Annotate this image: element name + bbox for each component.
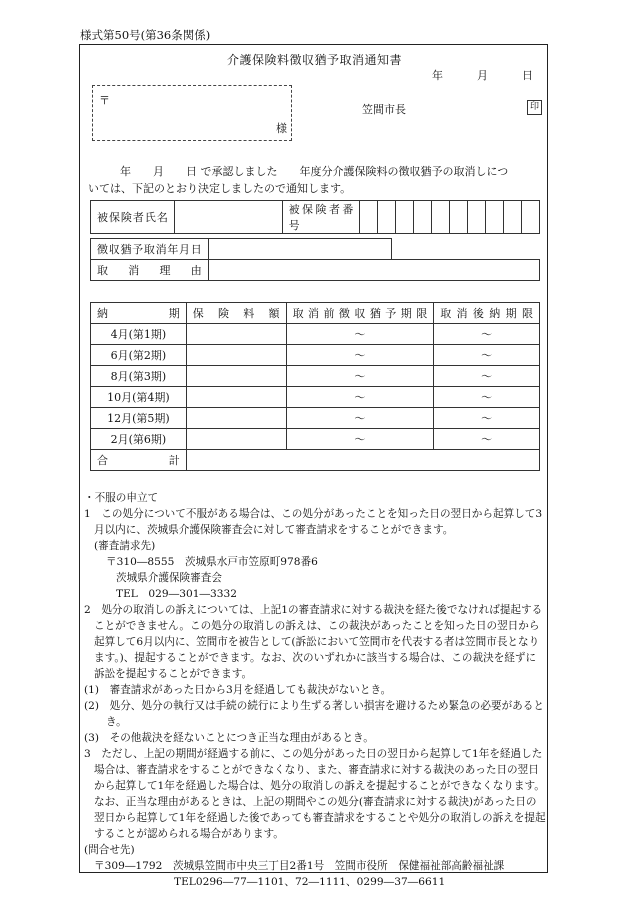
header-before-deadline: 取消前徴収猶予期限 [286,303,434,324]
note-item-2: 2 処分の取消しの訴えについては、上記1の審査請求に対する裁決を経た後でなければ提起することができません。この処分の取消しの訴えは、この裁決があったことを知った日の翌日から起算して6月以内に、笠間市を被告として(訴訟において笠間市を代表する者は笠間市長となります。)、提起することができます。なお、次のいずれかに該当する場合は、この裁決を経ずに訴訟を提起することができます。 [84,604,543,680]
contact-heading: (問合せ先) [84,844,135,856]
insured-number-digit[interactable] [432,201,450,234]
intro-line-2: いては、下記のとおり決定しましたので通知します。 [88,182,352,195]
table-row [91,324,540,345]
cancellation-table [90,238,540,281]
after-deadline-field[interactable]: ～ [434,366,540,387]
period-label: 8月(第3期) [91,366,187,387]
before-deadline-field[interactable]: ～ [286,366,434,387]
honorific: 様 [276,122,287,135]
insured-number-digit[interactable] [468,201,486,234]
insured-number-digit[interactable] [378,201,396,234]
after-deadline-field[interactable]: ～ [434,387,540,408]
table-row [91,429,540,450]
total-label: 合計 [91,450,187,471]
request-destination-org: 茨城県介護保険審査会 [116,572,222,584]
insured-table [90,200,540,234]
recipient-address-box[interactable] [92,85,292,141]
header-after-deadline: 取消後納期限 [434,303,540,324]
intro-line-1: 年 月 日 で承認しました 年度分介護保険料の徴収猶予の取消しにつ [120,165,509,178]
insured-name-label: 被保険者氏名 [91,201,175,234]
issue-date [398,67,533,83]
table-row [91,408,540,429]
schedule-table [90,302,540,471]
note-sub-1: (1) 審査請求があった日から3月を経過しても裁決がないとき。 [84,684,392,696]
date-month: 月 [477,69,488,82]
period-label: 10月(第4期) [91,387,187,408]
insured-number-digit[interactable] [414,201,432,234]
header-premium: 保険料額 [186,303,286,324]
cancel-reason-label: 取消理由 [91,260,209,281]
appeal-notes [84,490,546,890]
schedule-header-row [91,303,540,324]
note-sub-2: (2) 処分、処分の執行又は手続の続行により生ずる著しい損害を避けるため緊急の必要があるとき。 [84,700,544,728]
date-year: 年 [432,69,443,82]
total-row [91,450,540,471]
period-label: 12月(第5期) [91,408,187,429]
notice-form [79,44,548,888]
after-deadline-field[interactable]: ～ [434,324,540,345]
after-deadline-field[interactable]: ～ [434,408,540,429]
before-deadline-field[interactable]: ～ [286,429,434,450]
intro-text [88,163,543,197]
total-field[interactable] [186,450,539,471]
seal-mark: 印 [527,100,542,115]
note-item-1: 1 この処分について不服がある場合は、この処分があったことを知った日の翌日から起算して3月以内に、茨城県介護保険審査会に対して審査請求をすることができます。 [84,508,543,536]
insured-number-digit[interactable] [450,201,468,234]
postal-mark: 〒 [99,94,110,107]
blank-cell [392,239,540,260]
cancel-date-label: 徴収猶予取消年月日 [91,239,209,260]
premium-field[interactable] [186,387,286,408]
table-row [91,345,540,366]
premium-field[interactable] [186,429,286,450]
cancel-reason-field[interactable] [208,260,539,281]
before-deadline-field[interactable]: ～ [286,408,434,429]
premium-field[interactable] [186,345,286,366]
period-label: 2月(第6期) [91,429,187,450]
form-number: 様式第50号(第36条関係) [80,28,211,42]
request-destination-address: 〒310―8555 茨城県水戸市笠原町978番6 [106,556,318,568]
insured-number-digit[interactable] [486,201,504,234]
table-row [91,387,540,408]
header-due-period: 納期 [91,303,187,324]
insured-number-digit[interactable] [360,201,378,234]
notes-heading: ・不服の申立て [84,492,159,504]
after-deadline-field[interactable]: ～ [434,345,540,366]
insured-name-field[interactable] [174,201,282,234]
period-label: 6月(第2期) [91,345,187,366]
contact-address: 〒309―1792 茨城県笠間市中央三丁目2番1号 笠間市役所 保健福祉部高齢福祉課 [94,860,505,872]
note-sub-3: (3) その他裁決を経ないことにつき正当な理由があるとき。 [84,732,374,744]
contact-tel: TEL0296―77―1101、72―1111、0299―37―6611 [174,876,446,888]
insured-number-digit[interactable] [504,201,522,234]
cancel-date-field[interactable] [208,239,392,260]
after-deadline-field[interactable]: ～ [434,429,540,450]
note-item-3: 3 ただし、上記の期間が経過する前に、この処分があった日の翌日から起算して1年を経過した場合は、審査請求をすることができなくなり、また、審査請求に対する裁決のあった日の翌日から起算して1年を経過した場合は、処分の取消しの訴えを提起することができなくなります。なお、正当な理由があるときは、上記の期間やこの処分(審査請求に対する裁決)があった日の翌日から起算して1年を経過した後であっても審査請求をすることや処分の取消しの訴えを提起することが認められる場合があります。 [84,748,546,840]
before-deadline-field[interactable]: ～ [286,345,434,366]
insured-number-digit[interactable] [522,201,540,234]
table-row [91,366,540,387]
request-destination-heading: (審査請求先) [94,540,156,552]
issuer-mayor: 笠間市長 [362,103,406,116]
date-day: 日 [522,69,533,82]
insured-number-digit[interactable] [396,201,414,234]
premium-field[interactable] [186,408,286,429]
premium-field[interactable] [186,324,286,345]
period-label: 4月(第1期) [91,324,187,345]
before-deadline-field[interactable]: ～ [286,324,434,345]
before-deadline-field[interactable]: ～ [286,387,434,408]
insured-number-label: 被保険者番号 [282,201,360,234]
document-title: 介護保険料徴収猶予取消通知書 [226,53,402,67]
request-destination-tel: TEL 029―301―3332 [116,588,238,600]
premium-field[interactable] [186,366,286,387]
